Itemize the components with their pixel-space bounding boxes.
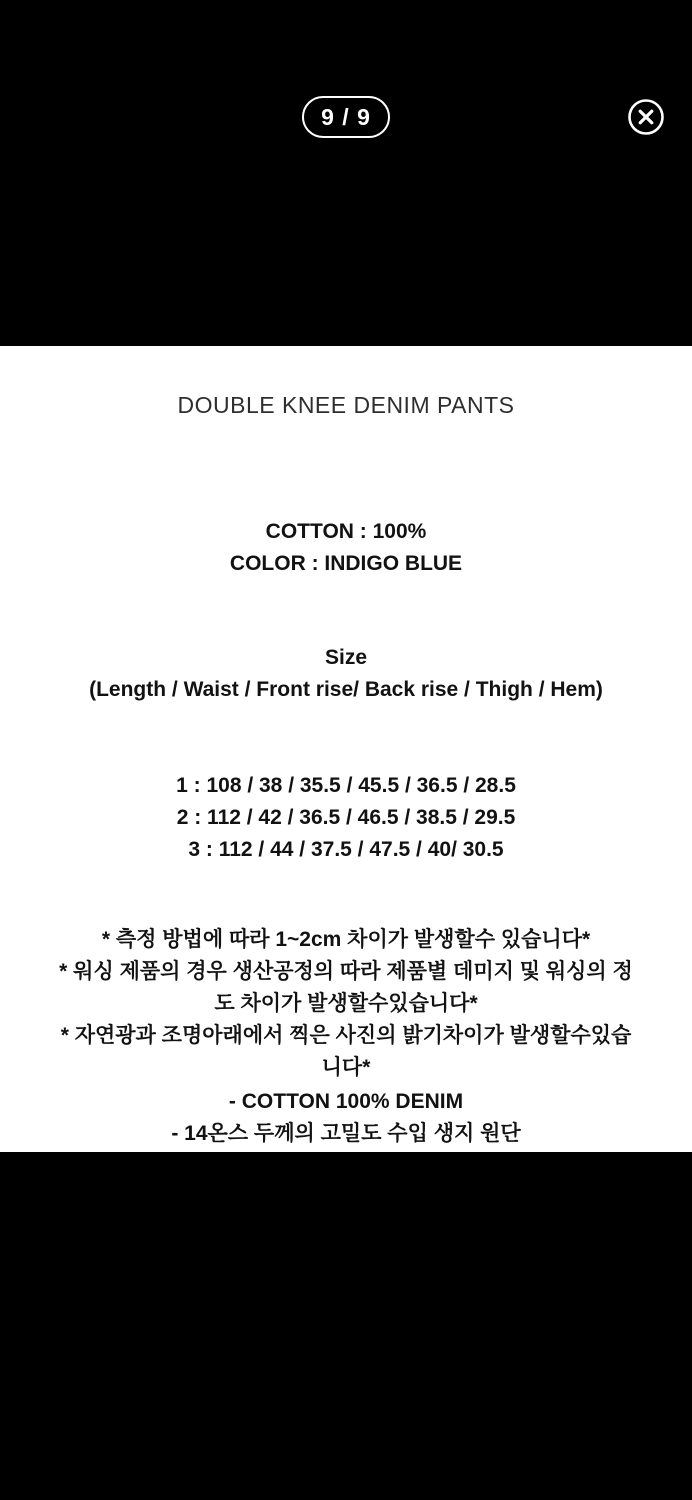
- size-row-2: 2 : 112 / 42 / 36.5 / 46.5 / 38.5 / 29.5: [176, 806, 516, 829]
- close-icon: [627, 98, 665, 136]
- fabric-detail-1: - COTTON 100% DENIM: [228, 1090, 464, 1113]
- size-section-header: [0, 642, 692, 706]
- note-measurement: * 측정 방법에 따라 1~2cm 차이가 발생할수 있습니다*: [101, 928, 591, 951]
- size-columns-label: (Length / Waist / Front rise/ Back rise / Thigh / Hem): [89, 678, 603, 701]
- size-row-1: 1 : 108 / 38 / 35.5 / 45.5 / 36.5 / 28.5: [176, 774, 516, 797]
- page-indicator-label: 9 / 9: [321, 103, 371, 130]
- fabric-detail-2: - 14온스 두께의 고밀도 수입 생지 원단: [171, 1122, 521, 1145]
- material-spec: COTTON : 100%: [265, 520, 427, 543]
- note-washing: * 워싱 제품의 경우 생산공정의 따라 제품별 데미지 및 워싱의 정도 차이가 발생할수있습니다*: [59, 960, 633, 1015]
- color-spec: COLOR : INDIGO BLUE: [229, 552, 463, 575]
- product-specs: [0, 516, 692, 580]
- size-chart: [0, 770, 692, 866]
- page-indicator-badge: [302, 96, 390, 138]
- product-detail-image[interactable]: [0, 346, 692, 1152]
- note-lighting: * 자연광과 조명아래에서 찍은 사진의 밝기차이가 발생할수있습니다*: [60, 1024, 632, 1079]
- fabric-details: [0, 1086, 692, 1150]
- size-heading: Size: [324, 646, 368, 669]
- product-title: DOUBLE KNEE DENIM PANTS: [177, 392, 515, 418]
- size-row-3: 3 : 112 / 44 / 37.5 / 47.5 / 40/ 30.5: [188, 838, 504, 861]
- care-notes: [0, 924, 692, 1084]
- close-button[interactable]: [627, 98, 665, 136]
